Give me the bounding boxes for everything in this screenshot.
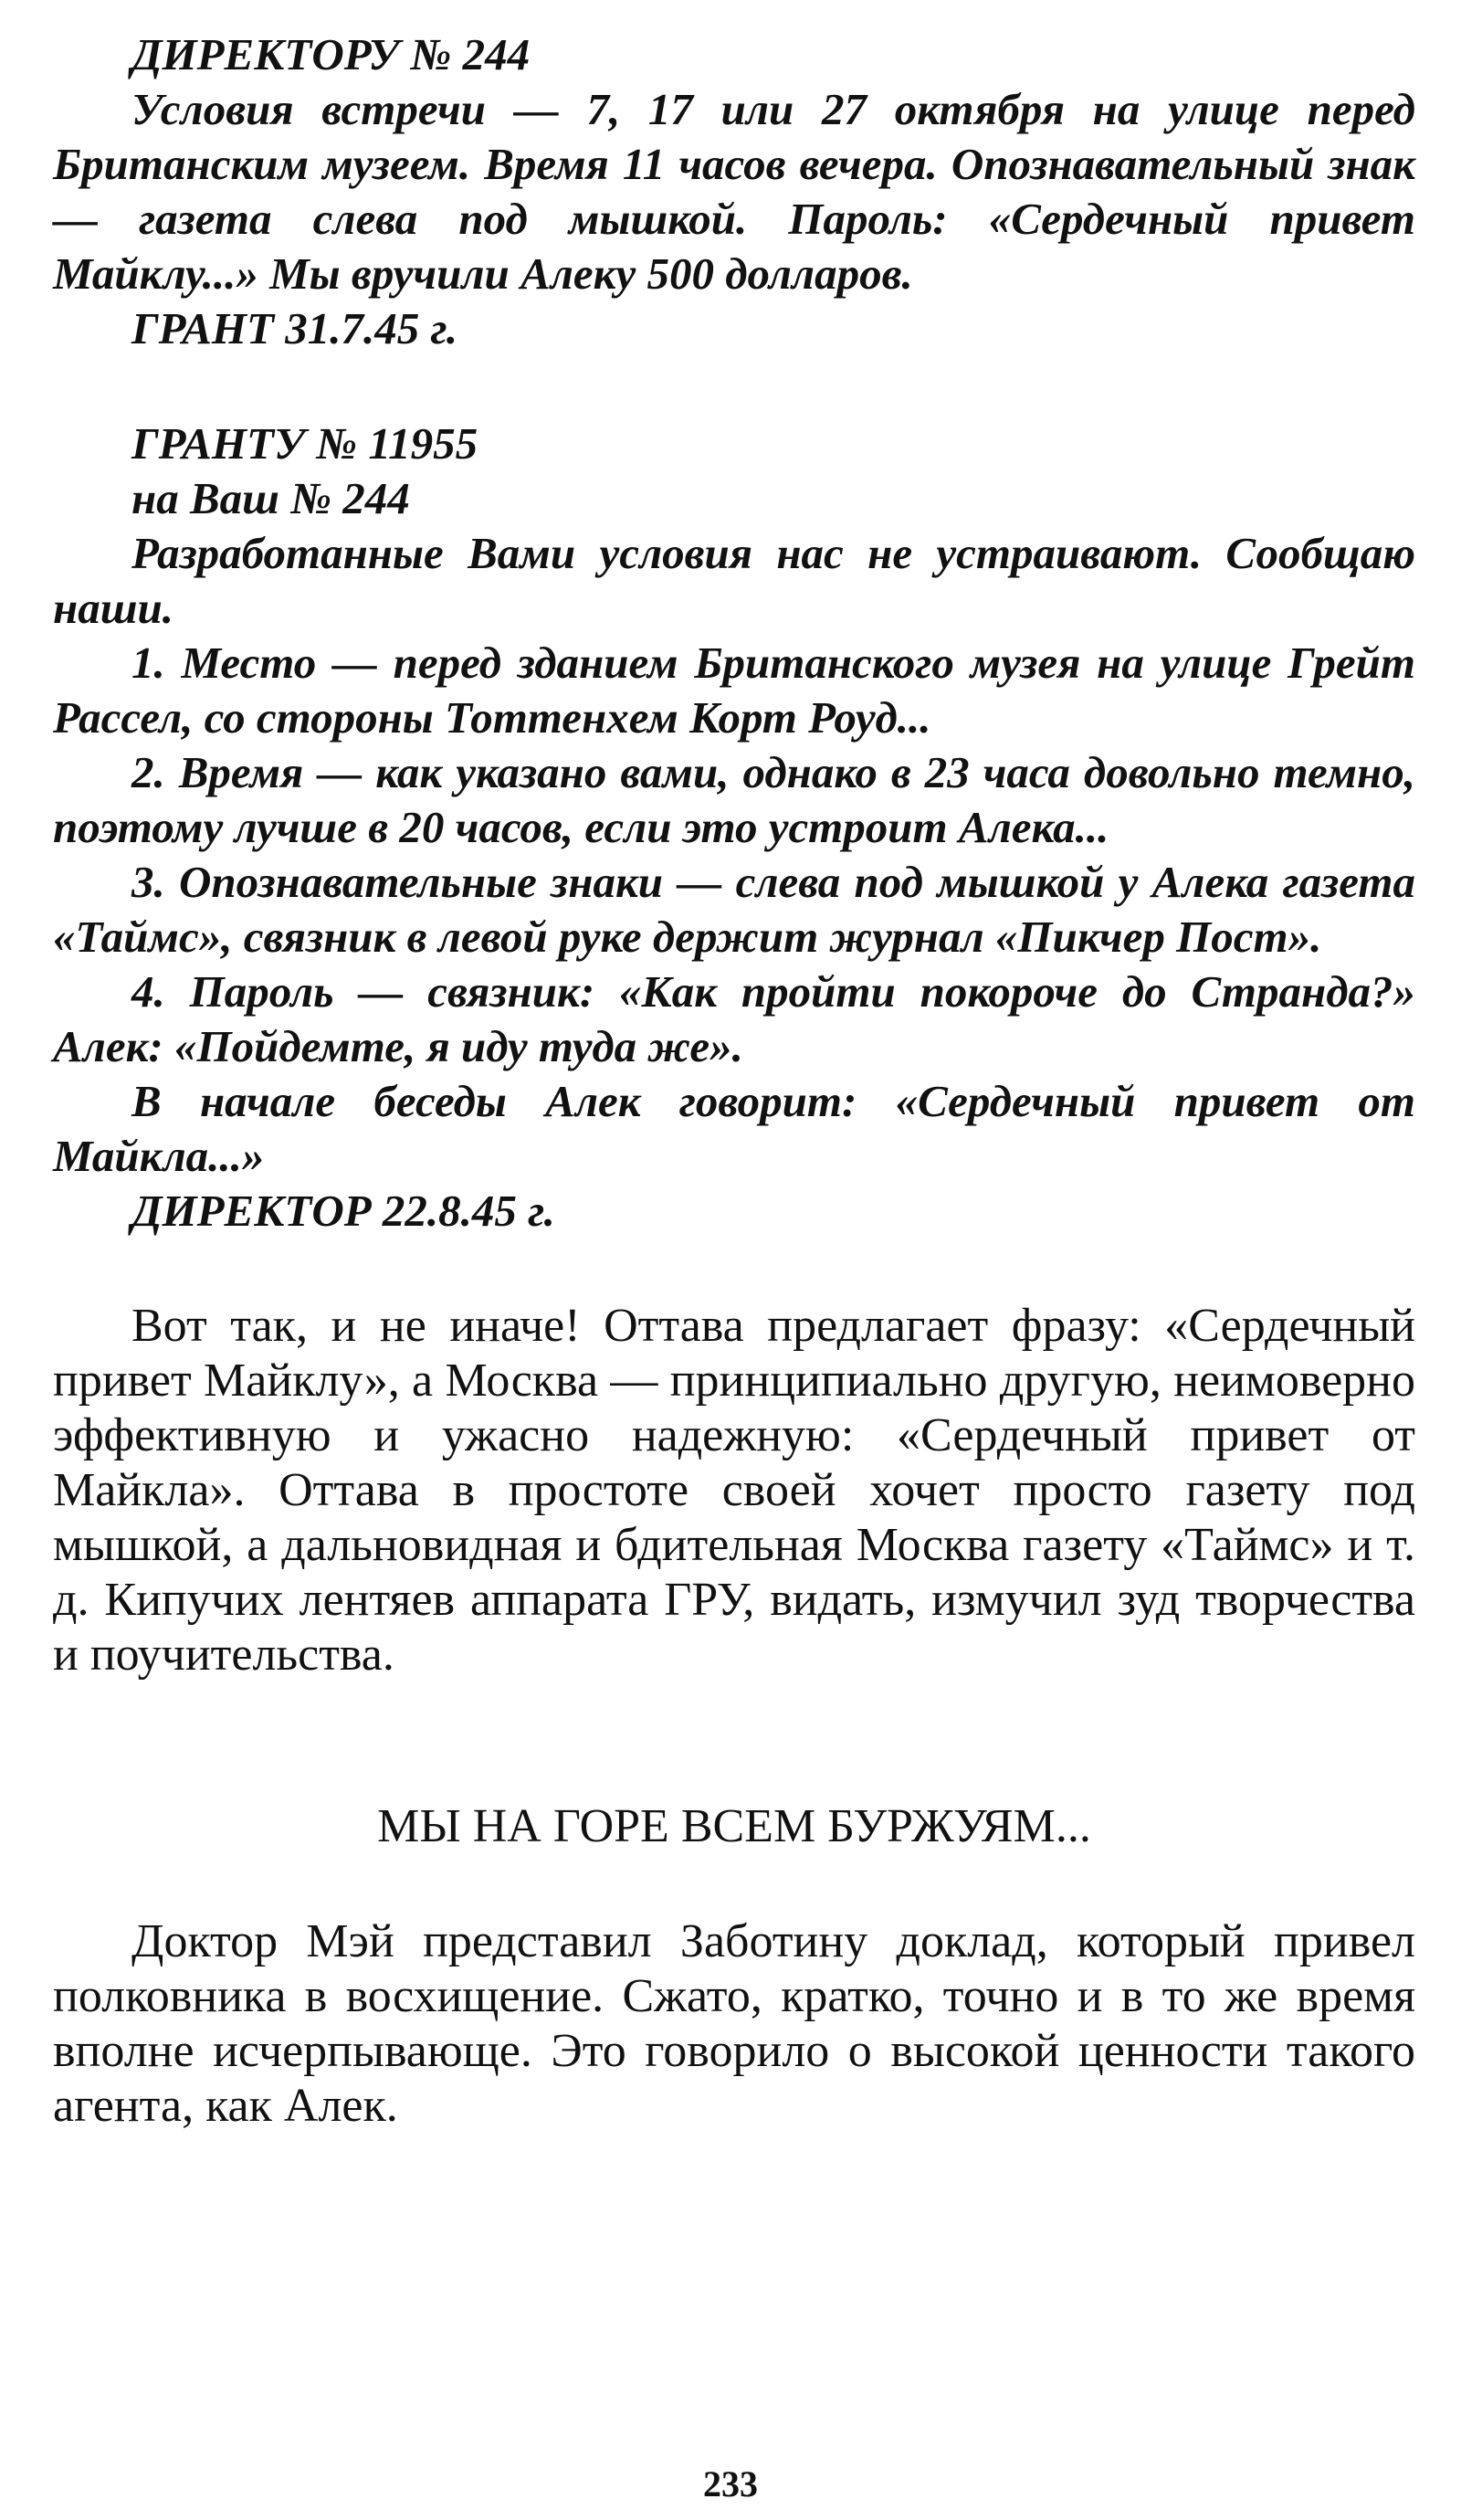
section-body (53, 1914, 1415, 2134)
page-content (53, 27, 1415, 2134)
telegram1-address: ДИРЕКТОРУ № 244 (131, 29, 531, 79)
spacer (53, 1239, 1415, 1299)
telegram2-item: 1. Место — перед зданием Британского музея на улице Грейт Рассел, со стороны Тоттенхем Корт Роуд... (53, 638, 1415, 743)
section-heading: МЫ НА ГОРЕ ВСЕМ БУРЖУЯМ... (377, 1800, 1091, 1852)
telegram2-item: 2. Время — как указано вами, однако в 23 часа довольно темно, поэтому лучше в 20 часов, если это устроит Алека... (53, 747, 1415, 852)
commentary-paragraph: Вот так, и не иначе! Оттава предлагает фразу: «Сердечный привет Майклу», а Москва — принципиально другую, неимоверно эффективную и ужасно надежную: «Сердечный привет от Майкла». Оттава в простоте своей хочет просто газету под мышкой, а дальновидная и бдительная Москва газету «Таймс» и т. д. Кипучих лентяев аппарата ГРУ, видать, измучил зуд творчества и поучительства. (53, 1300, 1415, 1681)
page-number: 233 (703, 2463, 758, 2504)
telegram2-reference: на Ваш № 244 (131, 473, 410, 523)
spacer (53, 1854, 1415, 1914)
telegram1-text: Условия встречи — 7, 17 или 27 октября на улице перед Британским музеем. Время 11 часов вечера. Опознавательный знак — газета слева под мышкой. Пароль: «Сердечный привет Майклу...» Мы вручили Алеку 500 долларов. (53, 84, 1415, 299)
telegram-to-director (53, 27, 1415, 356)
spacer (53, 1682, 1415, 1799)
commentary-block (53, 1299, 1415, 1682)
telegram2-item: 4. Пароль — связник: «Как пройти покороче до Странда?» Алек: «Пойдемте, я иду туда же». (53, 966, 1415, 1071)
telegram2-item: 3. Опознавательные знаки — слева под мышкой у Алека газета «Таймс», связник в левой руке держит журнал «Пикчер Пост». (53, 857, 1415, 962)
telegram2-signature: ДИРЕКТОР 22.8.45 г. (131, 1186, 555, 1236)
telegram2-address: ГРАНТУ № 11955 (131, 418, 478, 469)
spacer (53, 356, 1415, 416)
telegram1-signature: ГРАНТ 31.7.45 г. (131, 303, 458, 353)
section-paragraph: Доктор Мэй представил Заботину доклад, который привел полковника в восхищение. Сжато, кратко, точно и в то же время вполне исчерпывающе. Это говорило о высокой ценности такого агента, как Алек. (53, 1915, 1415, 2132)
telegram2-intro: Разработанные Вами условия нас не устраивают. Сообщаю наши. (53, 528, 1415, 633)
telegram-to-grant (53, 416, 1415, 1239)
telegram2-closing: В начале беседы Алек говорит: «Сердечный привет от Майкла...» (53, 1076, 1415, 1181)
